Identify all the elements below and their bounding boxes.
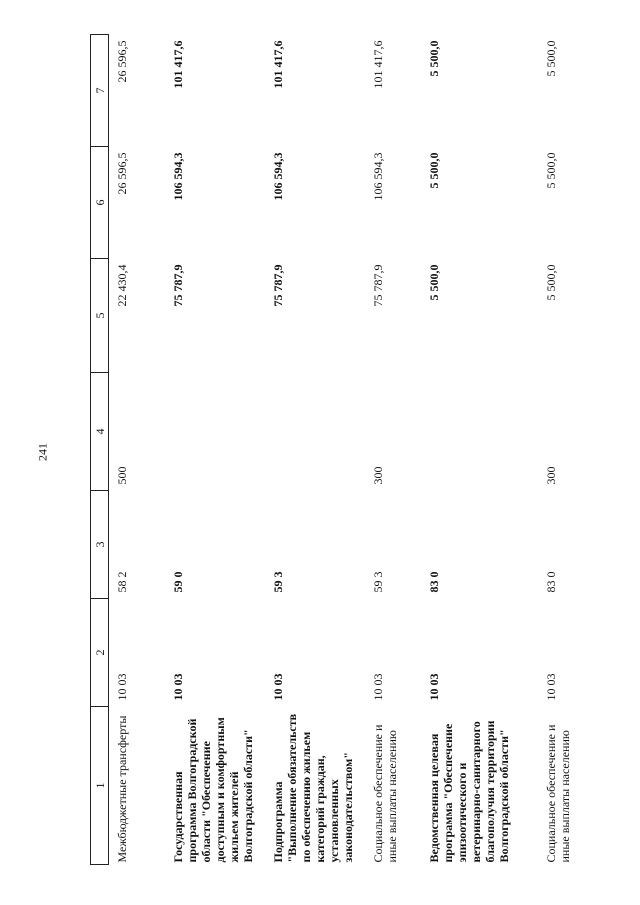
expense-type-cell: 300	[543, 466, 558, 485]
table-row	[365, 35, 421, 865]
amount-col7-cell: 101 417,6	[170, 40, 185, 89]
row-name-cell: Государственная программа Волгоградской области "Обеспечение доступным и комфортным жильем жителей Волгоградской области"	[170, 717, 255, 863]
amount-col6-cell: 26 596,5	[115, 152, 129, 195]
section-code-cell: 10 03	[370, 673, 385, 701]
amount-col5-cell: 75 787,9	[170, 264, 185, 307]
page-number: 241	[35, 443, 50, 461]
row-name-cell: Социальное обеспечение и иные выплаты населению	[543, 724, 572, 863]
row-name-cell: Подпрограмма "Выполнение обязательств по обеспечению жильем категорий граждан, установленных законодательством"	[270, 713, 355, 863]
table-header	[91, 35, 109, 865]
target-article-cell: 59 3	[270, 571, 285, 593]
target-article-cell: 83 0	[426, 571, 441, 593]
column-header-5: 5	[91, 259, 109, 373]
amount-col7-cell: 5 500,0	[543, 40, 558, 77]
amount-col7-cell: 101 417,6	[270, 40, 285, 89]
amount-col5-cell: 5 500,0	[426, 264, 441, 301]
rotated-page-content	[90, 35, 610, 865]
amount-col7-cell: 5 500,0	[426, 40, 441, 77]
amount-col7-cell: 101 417,6	[370, 40, 385, 89]
expense-type-cell	[421, 373, 538, 491]
target-article-cell: 59 3	[370, 571, 385, 593]
amount-col6-cell: 106 594,3	[370, 152, 385, 201]
target-article-cell: 58 2	[115, 571, 129, 593]
expense-type-cell: 300	[370, 466, 385, 485]
amount-col6-cell: 5 500,0	[543, 152, 558, 189]
budget-table	[90, 34, 594, 865]
amount-col6-cell: 5 500,0	[426, 152, 441, 189]
column-header-2: 2	[91, 599, 109, 707]
column-header-3: 3	[91, 491, 109, 599]
column-header-6: 6	[91, 147, 109, 259]
target-article-cell: 59 0	[170, 571, 185, 593]
amount-col5-cell: 22 430,4	[115, 264, 129, 307]
column-header-7: 7	[91, 35, 109, 147]
amount-col6-cell: 106 594,3	[170, 152, 185, 201]
table-row	[109, 35, 165, 865]
column-header-4: 4	[91, 373, 109, 491]
table-row	[421, 35, 538, 865]
amount-col5-cell: 75 787,9	[270, 264, 285, 307]
amount-col5-cell: 75 787,9	[370, 264, 385, 307]
amount-col7-cell: 26 596,5	[115, 40, 129, 83]
header-row	[91, 35, 109, 865]
column-header-1: 1	[91, 707, 109, 865]
section-code-cell: 10 03	[426, 673, 441, 701]
row-name-cell: Социальное обеспечение и иные выплаты населению	[370, 724, 399, 863]
section-code-cell: 10 03	[170, 673, 185, 701]
table-row	[265, 35, 365, 865]
expense-type-cell: 500	[115, 466, 129, 485]
section-code-cell: 10 03	[543, 673, 558, 701]
expense-type-cell	[265, 373, 365, 491]
table-body	[109, 35, 594, 865]
table-row	[538, 35, 594, 865]
target-article-cell: 83 0	[543, 571, 558, 593]
table-row	[165, 35, 265, 865]
amount-col6-cell: 106 594,3	[270, 152, 285, 201]
expense-type-cell	[165, 373, 265, 491]
row-name-cell: Ведомственная целевая программа "Обеспечение эпизоотического и ветеринарно-санитарного благополучия территории Волгоградской области"	[426, 720, 511, 863]
section-code-cell: 10 03	[270, 673, 285, 701]
amount-col5-cell: 5 500,0	[543, 264, 558, 301]
section-code-cell: 10 03	[115, 673, 129, 701]
row-name-cell: Межбюджетные трансферты	[115, 715, 129, 863]
